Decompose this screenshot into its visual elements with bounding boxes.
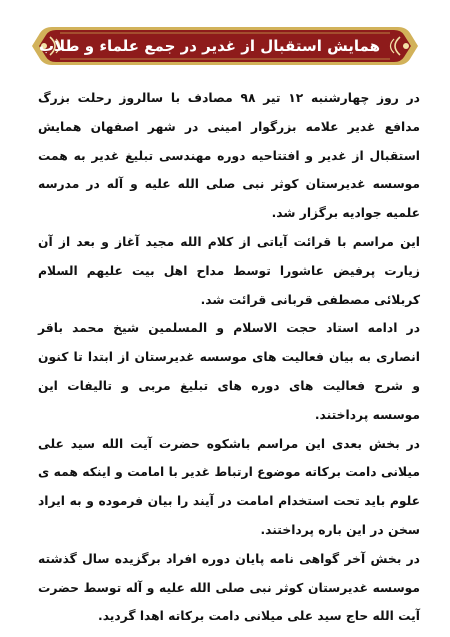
paragraph: در بخش بعدی این مراسم باشکوه حضرت آیت الله سید علی میلانی دامت برکاته موضوع ارتباط غدیر با امامت و اینکه همه ی علوم باید تحت استخدام امامت در آیند را بیان فرموده و به ایراد سخن در این باره پرداختند. <box>38 436 420 537</box>
article-body <box>38 84 420 631</box>
title-banner <box>30 23 420 69</box>
paragraph: در روز چهارشنبه ۱۲ تیر ۹۸ مصادف با سالروز رحلت بزرگ مدافع غدیر علامه بزرگوار امینی در شهر اصفهان همایش استقبال از غدیر و افتتاحیه دوره مهندسی تبلیغ غدیر به همت موسسه غدیرستان کوثر نبی صلی الله علیه و آله در مدرسه علمیه جوادیه برگزار شد. <box>38 91 420 221</box>
paragraph: در ادامه استاد حجت الاسلام و المسلمین شیخ محمد باقر انصاری به بیان فعالیت های موسسه غدیرستان از ابتدا تا کنون و شرح فعالیت های دوره های تبلیغ مربی و تالیفات این موسسه پرداختند. <box>38 321 420 422</box>
paragraph: این مراسم با قرائت آیاتی از کلام الله مجید آغاز و بعد از آن زیارت پرفیض عاشورا توسط مداح اهل بیت علیهم السلام کربلائی مصطفی قربانی قرائت شد. <box>38 234 420 307</box>
page-title: همایش استقبال از غدیر در جمع علماء و طلاب <box>38 37 380 55</box>
paragraph: در بخش آخر گواهی نامه پایان دوره افراد برگزیده سال گذشته موسسه غدیرستان کوثر نبی صلی الله علیه و آله توسط حضرت آیت الله حاج سید علی میلانی دامت برکاته اهدا گردید. <box>38 551 420 624</box>
